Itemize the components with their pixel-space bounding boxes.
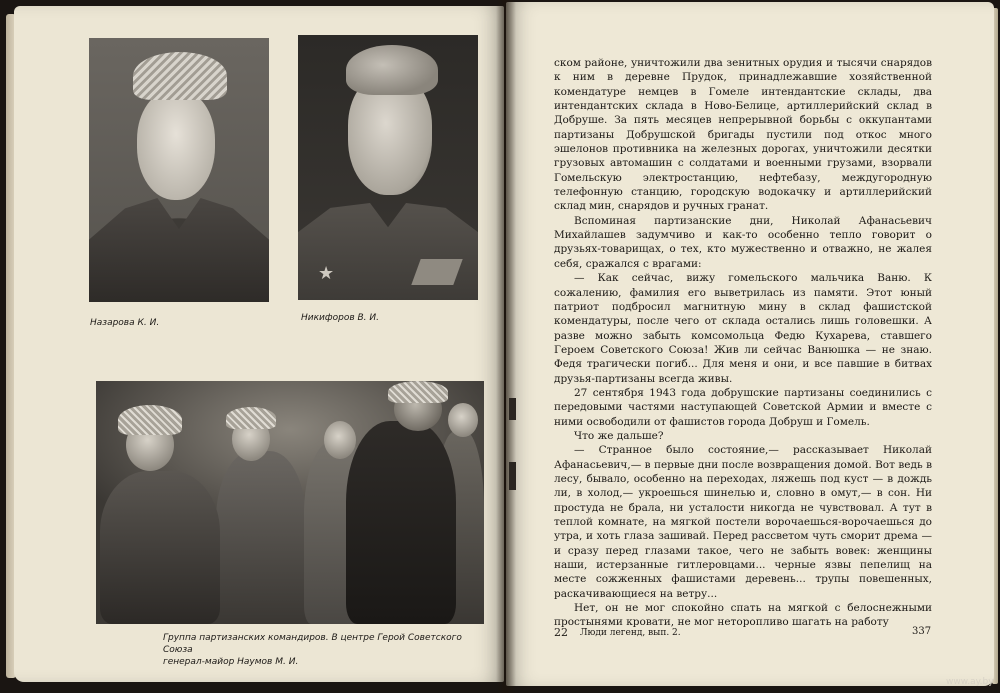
- photo-caption-group: [163, 632, 493, 668]
- caption-line: Группа партизанских командиров. В центре Герой Советского Союза: [163, 633, 462, 655]
- figure: [216, 451, 306, 624]
- portrait-photo-nazarova: [89, 38, 269, 302]
- photo-caption-nikiforov: Никифоров В. И.: [301, 313, 379, 323]
- paragraph: — Странное было состояние,— рассказывает Николай Афанасьевич,— в первые дни после возвращения домой. Вот ведь в лесу, бывало, особенно на переходах, ляжешь под куст — в дождь ли, в холод,— укроешься шинелью и, словно в омут,— в сон. Ни простуда не брала, ни усталости никогда не чувствовал. А тут в теплой комнате, на мягкой постели ворочаешься-ворочаешься до утра, и хоть глаза зашивай. Перед рассветом чуть сморит дрема — и сразу перед глазами такое, чего не забыть вовек: женщины наши, истерзанные гитлеровцами... черные язвы пепелищ на месте сожженных фашистами деревень... трупы повешенных, раскачивающиеся на ветру...: [554, 444, 932, 600]
- figure: [346, 421, 456, 624]
- group-photo-partisan-commanders: [96, 381, 484, 624]
- portrait-hair: [346, 45, 438, 95]
- caption-line: генерал-майор Наумов М. И.: [163, 657, 299, 667]
- fur-hat: [226, 407, 276, 429]
- figure: [100, 471, 220, 624]
- paragraph: ском районе, уничтожили два зенитных орудия и тысячи снарядов к ним в деревне Прудок, принадлежавшие хозяйственной комендатуре немцев в Гомеле интендантские склады, два интендантских склада в Ново-Белице, артиллерийский склад в Добруше. За пять месяцев непрерывной борьбы с оккупантами партизаны Добрушской бригады пустили под откос много эшелонов противника на железных дорогах, уничтожили десятки грузовых автомашин с солдатами и военными грузами, взорвали Гомельскую электростанцию, нефтебазу, междугородную телефонную станцию, городскую водокачку и артиллерийский склад мин, снарядов и ручных гранат.: [554, 57, 932, 213]
- paragraph: Нет, он не мог спокойно спать на мягкой с белоснежными простынями кровати, не мог неторопливо шагать на работу: [554, 602, 932, 629]
- paragraph: 27 сентября 1943 года добрушские партизаны соединились с передовыми частями наступающей Советской Армии и вместе с ними освободили от фашистов города Добруш и Гомель.: [554, 386, 932, 428]
- fur-hat: [118, 405, 182, 435]
- portrait-tunic: [298, 203, 478, 300]
- watermark: www.ay.by: [946, 677, 994, 687]
- gutter-mark: [509, 398, 516, 420]
- portrait-photo-nikiforov: [298, 35, 478, 300]
- gutter-mark: [509, 462, 516, 490]
- portrait-face: [137, 90, 215, 200]
- fur-hat: [388, 381, 448, 403]
- signature-title: Люди легенд, вып. 2.: [580, 628, 681, 638]
- hero-star-icon: ★: [318, 263, 335, 284]
- paragraph: — Как сейчас, вижу гомельского мальчика Ваню. К сожалению, фамилия его выветрилась из памяти. Этот юный патриот подбросил магнитную мину в склад фашистской комендатуры, после чего от склада остались лишь головешки. А разве можно забыть комсомольца Федю Кухарева, ставшего Героем Советского Союза! Жив ли сейчас Ванюшка — не знаю. Федя трагически погиб... Для меня и они, и все павшие в битвах друзья-партизаны всегда живы.: [554, 272, 932, 385]
- photo-caption-nazarova: Назарова К. И.: [90, 318, 160, 328]
- figure-head: [448, 403, 478, 437]
- paragraph: Что же дальше?: [574, 429, 664, 442]
- book-gutter: [496, 0, 516, 693]
- paragraph: Вспоминая партизанские дни, Николай Афанасьевич Михайлашев задумчиво и как-то особенно тепло говорит о друзьях-товарищах, о тех, кто мужественно и отважно, не жалея себя, сражался с врагами:: [554, 214, 932, 270]
- portrait-coat: [89, 198, 269, 302]
- body-text: [554, 56, 932, 630]
- signature-number: 22: [554, 626, 568, 639]
- portrait-knit-hat: [133, 52, 227, 100]
- page-number: 337: [912, 626, 932, 637]
- figure-head: [324, 421, 356, 459]
